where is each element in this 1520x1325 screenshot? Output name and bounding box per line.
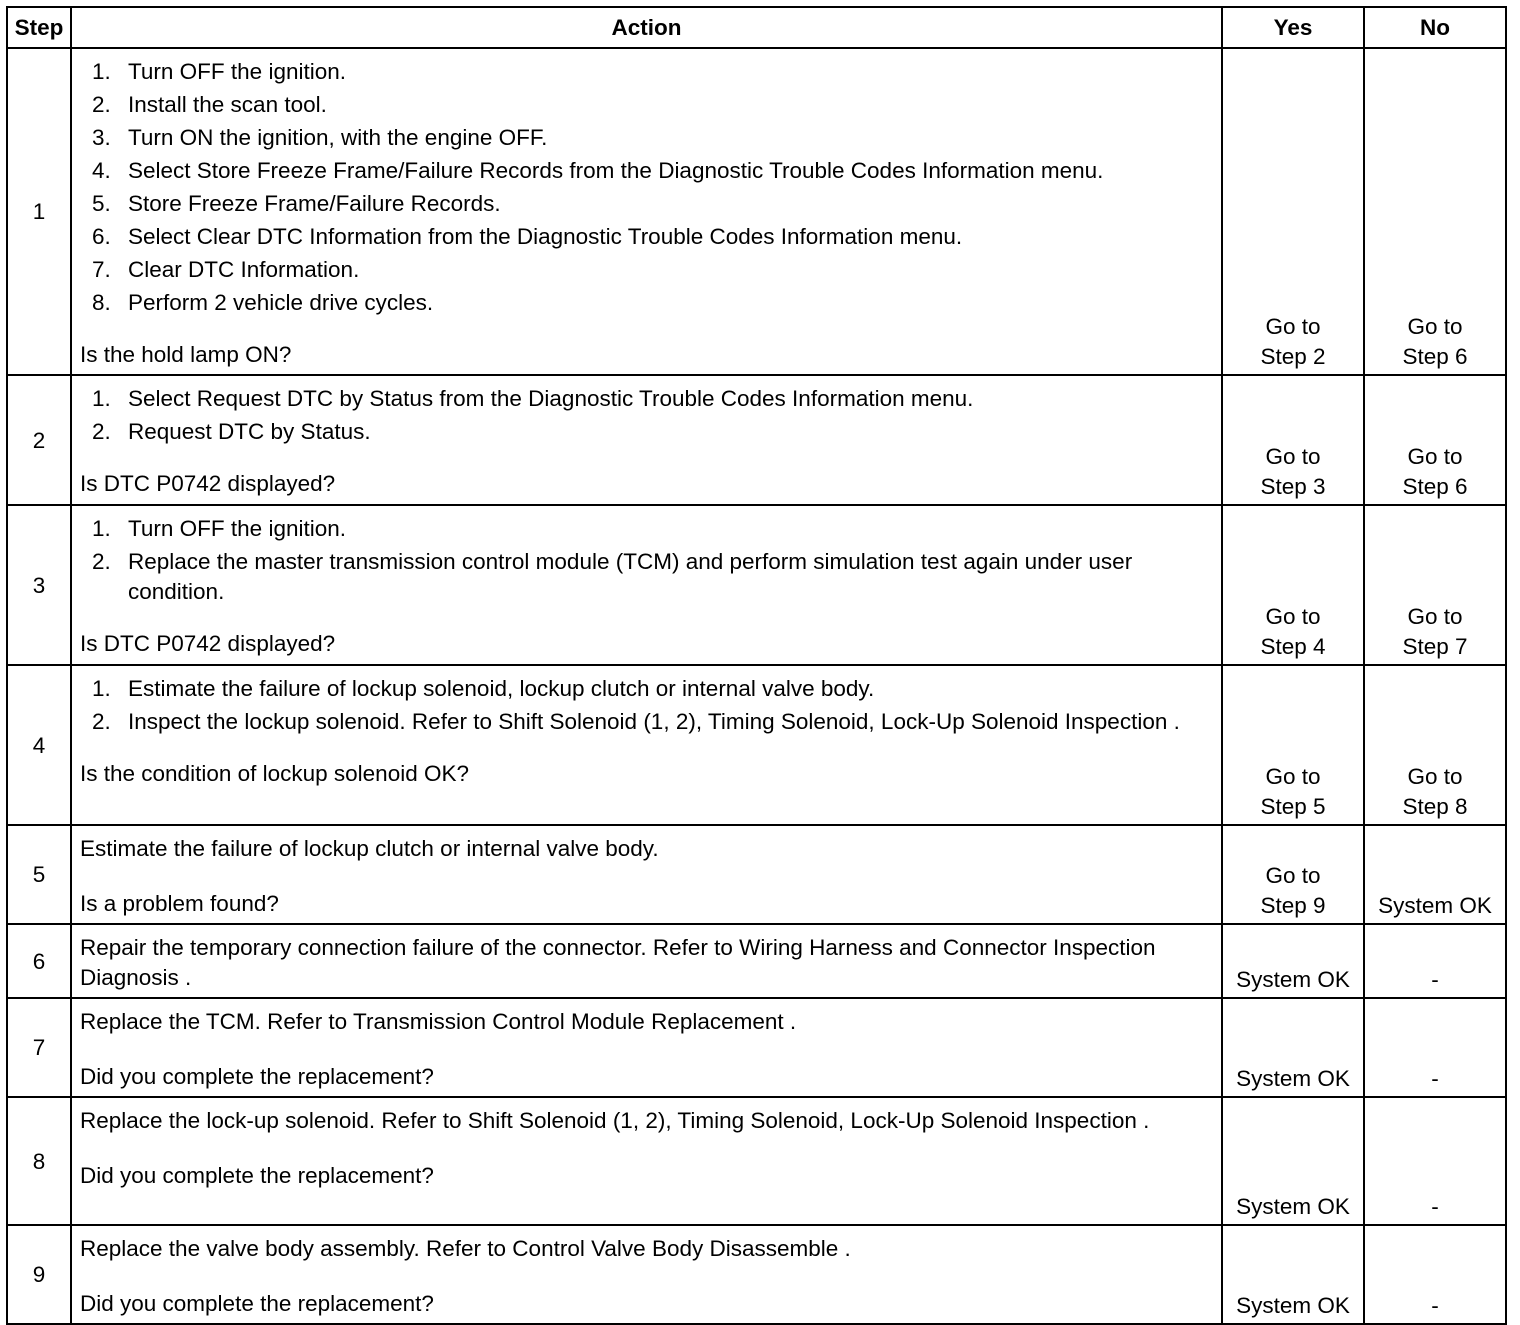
table-row-step-2 (7, 375, 1506, 505)
table-row-step-4 (7, 665, 1506, 825)
item-text: Install the scan tool. (128, 92, 327, 117)
no-cell (1364, 48, 1506, 375)
no-cell (1364, 924, 1506, 998)
no-line: Go to (1407, 444, 1463, 469)
yes-line: System OK (1236, 1293, 1350, 1318)
yes-line: Step 3 (1260, 474, 1326, 499)
list-item (80, 547, 1211, 607)
no-line: Go to (1407, 604, 1463, 629)
no-cell (1364, 1225, 1506, 1324)
yes-line: Go to (1265, 314, 1321, 339)
table-row-step-3 (7, 505, 1506, 665)
item-text: Perform 2 vehicle drive cycles. (128, 290, 434, 315)
list-item (80, 156, 1211, 186)
step-number: 1 (7, 48, 71, 375)
yes-line: System OK (1236, 1066, 1350, 1091)
list-item (80, 57, 1211, 87)
list-item (80, 417, 1211, 447)
action-text: Replace the lock-up solenoid. Refer to Shift Solenoid (1, 2), Timing Solenoid, Lock-Up Solenoid Inspection . (80, 1108, 1150, 1133)
yes-line: Step 4 (1260, 634, 1326, 659)
list-item (80, 384, 1211, 414)
table-row-step-8 (7, 1097, 1506, 1225)
diagnostic-table (6, 6, 1507, 1325)
yes-line: System OK (1236, 1194, 1350, 1219)
action-cell (71, 665, 1222, 825)
item-text: Clear DTC Information. (128, 257, 360, 282)
list-item (80, 514, 1211, 544)
no-line: - (1431, 1066, 1439, 1091)
yes-cell (1222, 924, 1364, 998)
question-text: Is DTC P0742 displayed? (80, 471, 336, 496)
yes-line: Step 2 (1260, 344, 1326, 369)
question-text: Is the hold lamp ON? (80, 342, 292, 367)
action-cell (71, 924, 1222, 998)
step-number: 3 (7, 505, 71, 665)
list-item (80, 707, 1211, 737)
step-number: 2 (7, 375, 71, 505)
yes-cell (1222, 505, 1364, 665)
item-number: 5. (92, 191, 111, 216)
item-number: 2. (92, 419, 111, 444)
item-number: 1. (92, 59, 111, 84)
no-line: Step 6 (1402, 344, 1468, 369)
action-cell (71, 48, 1222, 375)
action-list (80, 384, 1211, 447)
question-text: Is a problem found? (80, 891, 279, 916)
question-text: Did you complete the replacement? (80, 1064, 434, 1089)
item-text: Select Request DTC by Status from the Diagnostic Trouble Codes Information menu. (128, 386, 974, 411)
list-item (80, 90, 1211, 120)
list-item (80, 189, 1211, 219)
question-text: Did you complete the replacement? (80, 1291, 434, 1316)
item-text: Turn ON the ignition, with the engine OFF. (128, 125, 548, 150)
item-number: 7. (92, 257, 111, 282)
list-item (80, 288, 1211, 318)
no-line: - (1431, 967, 1439, 992)
list-item (80, 222, 1211, 252)
action-list (80, 514, 1211, 607)
item-number: 1. (92, 516, 111, 541)
yes-line: Step 9 (1260, 893, 1326, 918)
no-line: Step 6 (1402, 474, 1468, 499)
yes-cell (1222, 1225, 1364, 1324)
list-item (80, 674, 1211, 704)
step-number: 5 (7, 825, 71, 924)
yes-line: Go to (1265, 863, 1321, 888)
action-text: Replace the TCM. Refer to Transmission Control Module Replacement . (80, 1009, 797, 1034)
yes-cell (1222, 1097, 1364, 1225)
step-number: 4 (7, 665, 71, 825)
yes-line: Step 5 (1260, 794, 1326, 819)
action-cell (71, 505, 1222, 665)
action-list (80, 674, 1211, 737)
item-text: Turn OFF the ignition. (128, 516, 347, 541)
step-number: 7 (7, 998, 71, 1097)
item-number: 6. (92, 224, 111, 249)
question-text: Is DTC P0742 displayed? (80, 631, 336, 656)
header-action: Action (71, 7, 1222, 48)
yes-line: Go to (1265, 604, 1321, 629)
action-cell (71, 1097, 1222, 1225)
no-line: Step 8 (1402, 794, 1468, 819)
item-text: Turn OFF the ignition. (128, 59, 347, 84)
no-cell (1364, 665, 1506, 825)
table-row-step-5 (7, 825, 1506, 924)
header-row (7, 7, 1506, 48)
action-text: Replace the valve body assembly. Refer to Control Valve Body Disassemble . (80, 1236, 851, 1261)
step-number: 8 (7, 1097, 71, 1225)
item-text: Store Freeze Frame/Failure Records. (128, 191, 501, 216)
item-number: 2. (92, 709, 111, 734)
item-number: 8. (92, 290, 111, 315)
action-cell (71, 998, 1222, 1097)
item-text: Replace the master transmission control module (TCM) and perform simulation test again under user condition. (128, 549, 1133, 604)
table-row-step-9 (7, 1225, 1506, 1324)
action-list (80, 57, 1211, 318)
item-text: Request DTC by Status. (128, 419, 371, 444)
action-cell (71, 825, 1222, 924)
item-number: 3. (92, 125, 111, 150)
table-row-step-7 (7, 998, 1506, 1097)
yes-line: Go to (1265, 444, 1321, 469)
yes-line: Go to (1265, 764, 1321, 789)
question-text: Did you complete the replacement? (80, 1163, 434, 1188)
table-row-step-1 (7, 48, 1506, 375)
no-line: Go to (1407, 764, 1463, 789)
item-text: Select Store Freeze Frame/Failure Records from the Diagnostic Trouble Codes Information menu. (128, 158, 1104, 183)
no-line: - (1431, 1293, 1439, 1318)
header-no: No (1364, 7, 1506, 48)
item-number: 2. (92, 92, 111, 117)
yes-cell (1222, 665, 1364, 825)
action-cell (71, 375, 1222, 505)
yes-cell (1222, 825, 1364, 924)
item-text: Inspect the lockup solenoid. Refer to Shift Solenoid (1, 2), Timing Solenoid, Lock-Up Solenoid Inspection . (128, 709, 1180, 734)
no-cell (1364, 1097, 1506, 1225)
yes-line: System OK (1236, 967, 1350, 992)
no-line: Step 7 (1402, 634, 1468, 659)
no-cell (1364, 505, 1506, 665)
action-cell (71, 1225, 1222, 1324)
no-cell (1364, 375, 1506, 505)
header-yes: Yes (1222, 7, 1364, 48)
question-text: Is the condition of lockup solenoid OK? (80, 761, 469, 786)
no-line: System OK (1378, 893, 1492, 918)
step-number: 6 (7, 924, 71, 998)
step-number: 9 (7, 1225, 71, 1324)
table-row-step-6 (7, 924, 1506, 998)
item-number: 1. (92, 386, 111, 411)
action-text: Estimate the failure of lockup clutch or internal valve body. (80, 836, 659, 861)
no-line: - (1431, 1194, 1439, 1219)
item-text: Select Clear DTC Information from the Diagnostic Trouble Codes Information menu. (128, 224, 963, 249)
list-item (80, 255, 1211, 285)
item-text: Estimate the failure of lockup solenoid, lockup clutch or internal valve body. (128, 676, 875, 701)
action-text: Repair the temporary connection failure of the connector. Refer to Wiring Harness and Connector Inspection Diagnosis . (80, 935, 1156, 990)
yes-cell (1222, 375, 1364, 505)
no-cell (1364, 825, 1506, 924)
no-cell (1364, 998, 1506, 1097)
list-item (80, 123, 1211, 153)
header-step: Step (7, 7, 71, 48)
item-number: 1. (92, 676, 111, 701)
yes-cell (1222, 998, 1364, 1097)
no-line: Go to (1407, 314, 1463, 339)
yes-cell (1222, 48, 1364, 375)
item-number: 4. (92, 158, 111, 183)
item-number: 2. (92, 549, 111, 574)
